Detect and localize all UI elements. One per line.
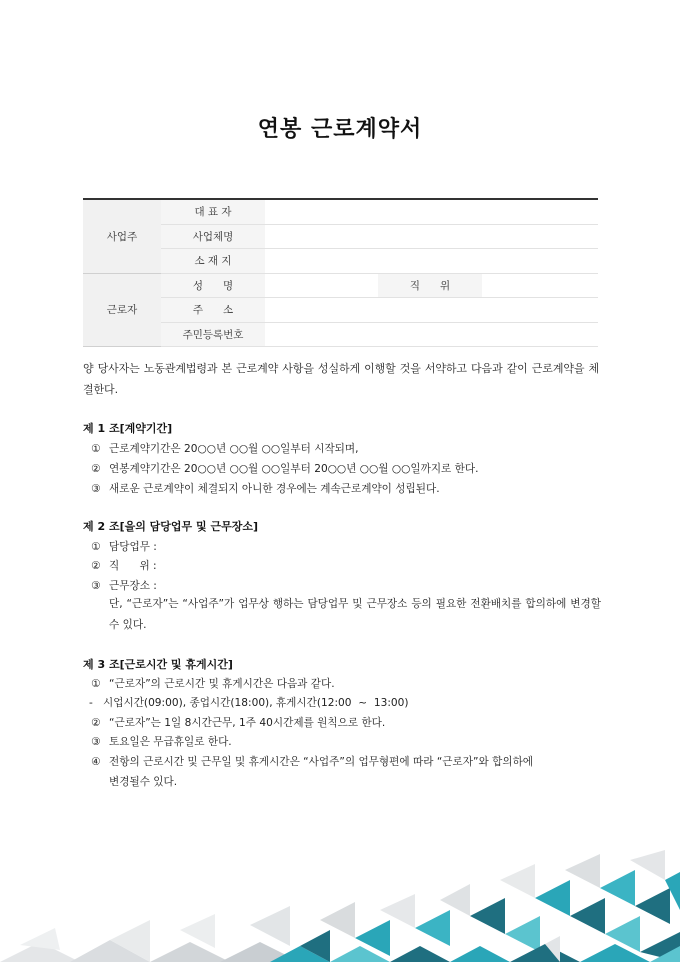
item-text: 근로계약기간은 20○○년 ○○월 ○○일부터 시작되며,	[109, 443, 359, 455]
item-text: 토요일은 무급휴일로 한다.	[109, 736, 232, 748]
item-number: ②	[91, 717, 101, 729]
item-number: ①	[91, 443, 101, 455]
section-3-item-2	[91, 715, 385, 730]
geometric-footer-decoration	[0, 850, 680, 962]
section-1-item-1	[91, 441, 359, 456]
item-number: ①	[91, 541, 101, 553]
item-text: “근로자”의 근로시간 및 휴게시간은 다음과 같다.	[109, 678, 335, 690]
worker-id-field[interactable]	[265, 322, 598, 347]
employer-group-label: 사업주	[83, 199, 161, 273]
page-title: 연봉 근로계약서	[257, 117, 423, 142]
party-info-table	[83, 198, 598, 347]
section-2-heading: 제 2 조[을의 담당업무 및 근무장소]	[83, 520, 258, 533]
item-text: 직 위 :	[109, 560, 157, 572]
worker-name-field[interactable]	[265, 273, 378, 298]
worker-id-label: 주민등록번호	[161, 322, 265, 347]
business-address-field[interactable]	[265, 249, 598, 274]
section-3-item-1	[91, 676, 335, 691]
section-2-item-1	[91, 539, 157, 554]
business-name-field[interactable]	[265, 224, 598, 249]
worker-name-label: 성 명	[161, 273, 265, 298]
representative-label: 대 표 자	[161, 199, 265, 224]
item-number: ②	[91, 463, 101, 475]
section-3-item-3	[91, 734, 232, 749]
worker-address-field[interactable]	[265, 298, 598, 323]
business-address-label: 소 재 지	[161, 249, 265, 274]
item-dash: -	[89, 697, 93, 709]
section-1-heading: 제 1 조[계약기간]	[83, 422, 173, 435]
item-number: ①	[91, 678, 101, 690]
item-number: ③	[91, 736, 101, 748]
worker-address-label: 주 소	[161, 298, 265, 323]
item-text: 전항의 근로시간 및 근무일 및 휴게시간은 “사업주”의 업무형편에 따라 “근로자”와 합의하에	[109, 756, 534, 768]
worker-group-label: 근로자	[83, 273, 161, 347]
worker-position-field[interactable]	[482, 273, 598, 298]
item-text: 근무장소 :	[109, 580, 157, 592]
intro-paragraph: 양 당사자는 노동관계법령과 본 근로계약 사항을 성실하게 이행할 것을 서약하고 다음과 같이 근로계약을 체결한다.	[83, 362, 599, 396]
item-number: ②	[91, 560, 101, 572]
item-text: 담당업무 :	[109, 541, 157, 553]
item-number: ③	[91, 580, 101, 592]
item-text: “근로자”는 1일 8시간근무, 1주 40시간제를 원칙으로 한다.	[109, 717, 386, 729]
item-text: 연봉계약기간은 20○○년 ○○월 ○○일부터 20○○년 ○○월 ○○일까지로 한다.	[109, 463, 479, 475]
section-1-item-3	[91, 481, 440, 496]
item-text: 새로운 근로계약이 체결되지 아니한 경우에는 계속근로계약이 성립된다.	[109, 483, 440, 495]
item-number: ③	[91, 483, 101, 495]
item-number: ④	[91, 756, 101, 768]
section-1-item-2	[91, 461, 479, 476]
section-2-note: 단, “근로자”는 “사업주”가 업무상 행하는 담당업무 및 근무장소 등의 필요한 전환배치를 합의하에 변경할 수 있다.	[109, 598, 601, 631]
section-3-note: 변경될수 있다.	[109, 776, 178, 788]
item-text: 시업시간(09:00), 종업시간(18:00), 휴게시간(12:00 ~ 13:00)	[103, 697, 409, 709]
section-3-heading: 제 3 조[근로시간 및 휴게시간]	[83, 658, 233, 671]
business-name-label: 사업체명	[161, 224, 265, 249]
representative-field[interactable]	[265, 199, 598, 224]
section-3-item-dash	[89, 695, 409, 710]
worker-position-label: 직 위	[378, 273, 482, 298]
section-2-item-3	[91, 578, 157, 593]
section-2-item-2	[91, 558, 157, 573]
section-3-item-4	[91, 754, 533, 769]
